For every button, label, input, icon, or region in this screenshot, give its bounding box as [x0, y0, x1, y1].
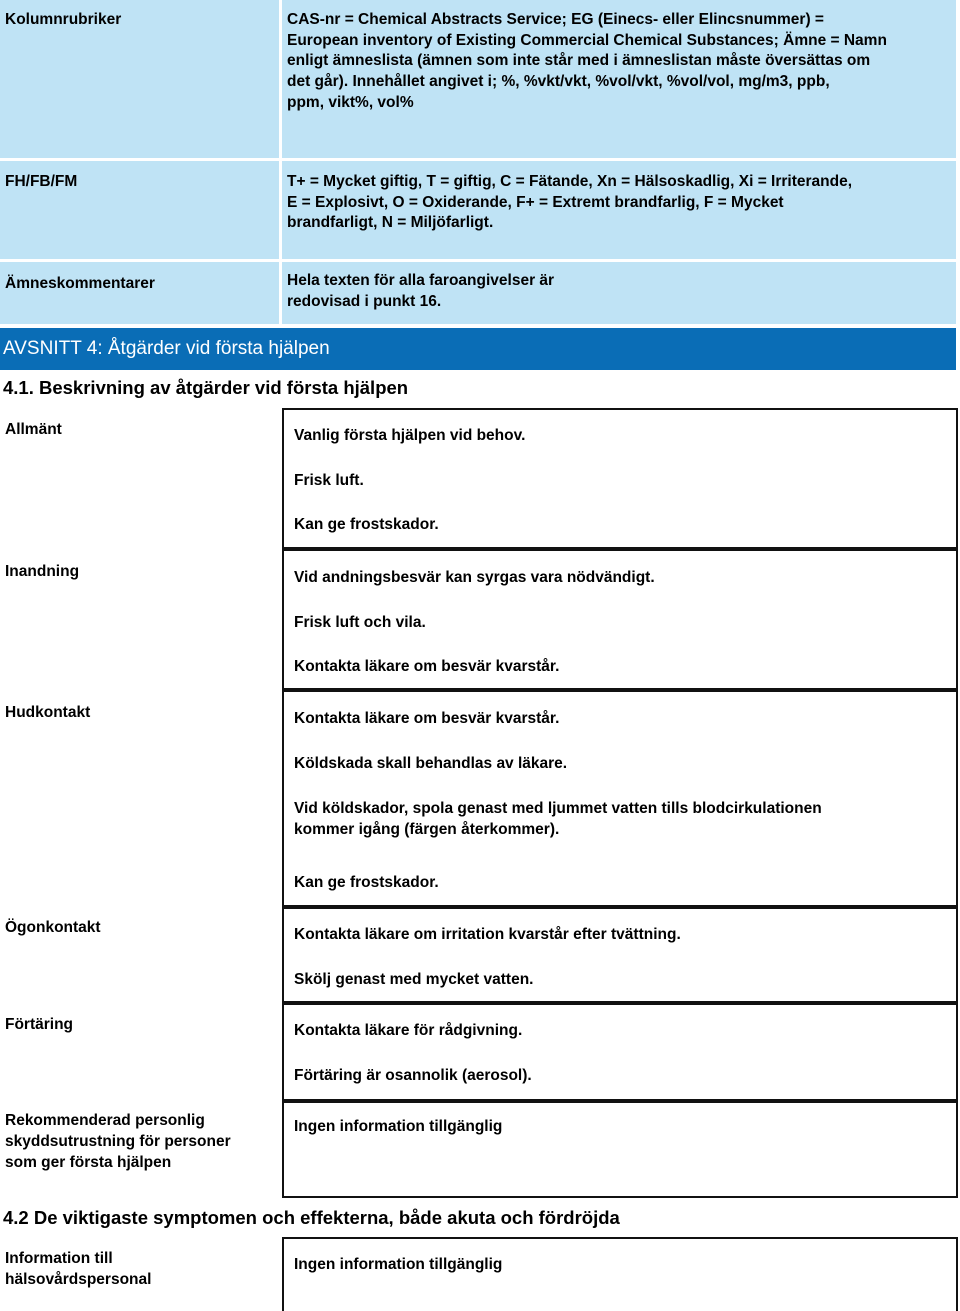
measure-item: Skölj genast med mycket vatten.: [294, 971, 534, 988]
measure-item: Kontakta läkare för rådgivning.: [294, 1022, 523, 1039]
measure-item: Vanlig första hjälpen vid behov.: [294, 427, 526, 444]
measure-item: Frisk luft och vila.: [294, 614, 426, 631]
measure-item: Kan ge frostskador.: [294, 874, 439, 891]
measure-item: Vid andningsbesvär kan syrgas vara nödvändigt.: [294, 569, 655, 586]
legend-row3-value-cell: [282, 262, 956, 324]
measure-item: Kan ge frostskador.: [294, 516, 439, 533]
measure-item: Förtäring är osannolik (aerosol).: [294, 1067, 532, 1084]
info-box: [282, 1237, 958, 1311]
legend-row3-line: Hela texten för alla faroangivelser är: [287, 272, 555, 289]
measure-label-allmant: Allmänt: [5, 421, 62, 438]
measure-box-ppe: [282, 1101, 958, 1198]
legend-row2-label: FH/FB/FM: [5, 173, 78, 190]
measure-box-allmant: [282, 408, 958, 549]
legend-row1-value-cell: [282, 0, 956, 158]
legend-row1-label-cell: [0, 0, 279, 158]
measure-label-ppe-line: skyddsutrustning för personer: [5, 1133, 231, 1150]
info-label-line: Information till: [5, 1250, 113, 1267]
legend-row3-label-cell: [0, 262, 279, 324]
legend-row1-line: European inventory of Existing Commercial Chemical Substances; Ämne = Namn: [287, 31, 887, 49]
legend-row1-line: ppm, vikt%, vol%: [287, 94, 414, 111]
legend-row2-line: T+ = Mycket giftig, T = giftig, C = Fätande, Xn = Hälsoskadlig, Xi = Irriterande,: [287, 173, 853, 190]
measure-box-inandning: [282, 549, 958, 690]
info-label-line: hälsovårdspersonal: [5, 1271, 152, 1288]
measure-box-ogonkontakt: [282, 907, 958, 1003]
section-header-bar: [0, 328, 956, 370]
measure-item: Frisk luft.: [294, 472, 364, 489]
measure-label-ogonkontakt: Ögonkontakt: [5, 919, 101, 936]
info-value: Ingen information tillgänglig: [294, 1256, 503, 1273]
legend-row3-label: Ämneskommentarer: [5, 275, 155, 292]
measure-box-fortaring: [282, 1003, 958, 1101]
legend-row1-label: Kolumnrubriker: [5, 11, 122, 28]
subsection-4-1-heading: 4.1. Beskrivning av åtgärder vid första hjälpen: [3, 377, 409, 398]
measure-label-inandning: Inandning: [5, 563, 80, 580]
legend-row3-line: redovisad i punkt 16.: [287, 292, 442, 310]
measure-label-fortaring: Förtäring: [5, 1016, 74, 1033]
legend-row1-line: enligt ämneslista (ämnen som inte står med i ämneslistan måste översättas om: [287, 52, 871, 69]
legend-row2-label-cell: [0, 161, 279, 259]
measure-item: Kontakta läkare om irritation kvarstår efter tvättning.: [294, 926, 681, 943]
measure-box-hudkontakt: [282, 690, 958, 907]
legend-row2-line: E = Explosivt, O = Oxiderande, F+ = Extremt brandfarlig, F = Mycket: [287, 194, 784, 211]
measure-item: Kontakta läkare om besvär kvarstår.: [294, 658, 560, 675]
subsection-4-2-heading: 4.2 De viktigaste symptomen och effekterna, både akuta och fördröjda: [3, 1207, 620, 1228]
measure-item: Vid köldskador, spola genast med ljummet vatten tills blodcirkulationen: [294, 800, 822, 817]
legend-row1-line: CAS-nr = Chemical Abstracts Service; EG (Einecs- eller Elincsnummer) =: [287, 11, 824, 28]
measure-item: Ingen information tillgänglig: [294, 1118, 503, 1135]
legend-row2-line: brandfarligt, N = Miljöfarligt.: [287, 214, 494, 231]
measure-item: Köldskada skall behandlas av läkare.: [294, 755, 568, 772]
legend-row2-value-cell: [282, 161, 956, 259]
measure-item: kommer igång (färgen återkommer).: [294, 821, 560, 838]
measure-item: Kontakta läkare om besvär kvarstår.: [294, 710, 560, 727]
section-title: AVSNITT 4: Åtgärder vid första hjälpen: [3, 338, 330, 359]
measure-label-ppe-line: som ger första hjälpen: [5, 1154, 172, 1171]
measure-label-ppe-line: Rekommenderad personlig: [5, 1112, 205, 1129]
measure-label-hudkontakt: Hudkontakt: [5, 704, 91, 721]
legend-row1-line: det går). Innehållet angivet i; %, %vkt/vkt, %vol/vkt, %vol/vol, mg/m3, ppb,: [287, 73, 830, 90]
